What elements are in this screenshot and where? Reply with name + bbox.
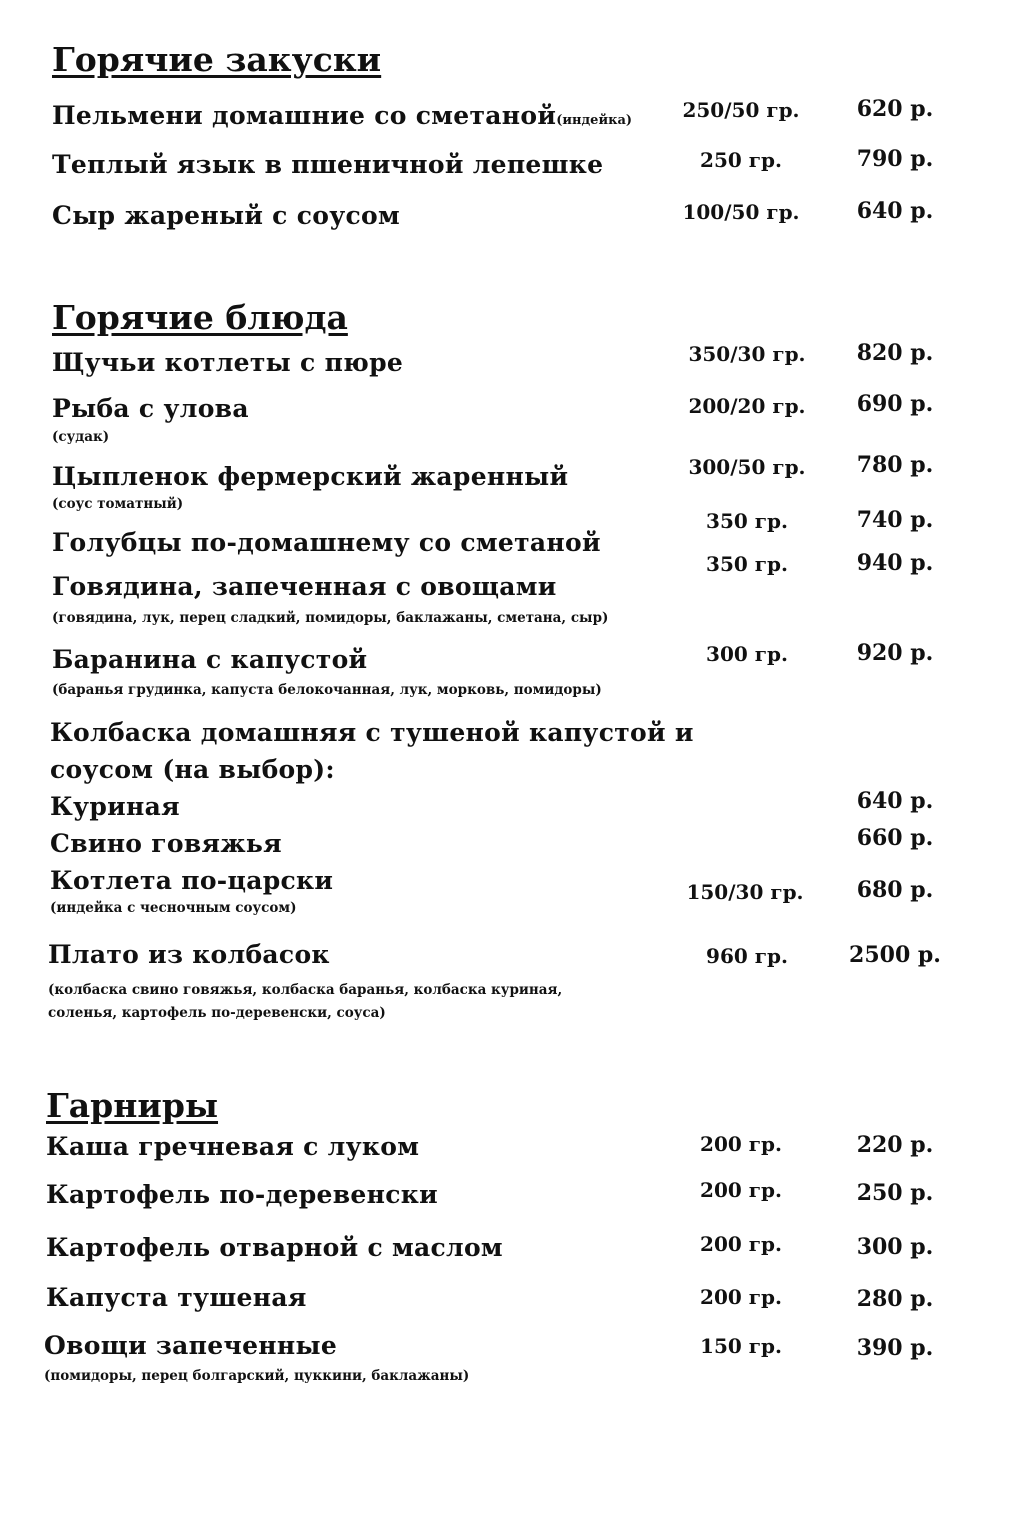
menu-item-weight: 250/50 гр. [682, 98, 800, 122]
menu-item-description: (помидоры, перец болгарский, цуккини, баклажаны) [44, 1368, 470, 1384]
menu-item-name: Цыпленок фермерский жаренный [52, 462, 569, 491]
menu-item-weight: 200 гр. [700, 1285, 782, 1309]
menu-item-name: Картофель по-деревенски [46, 1180, 438, 1209]
item-name-text: Пельмени домашние со сметаной [52, 101, 557, 130]
menu-item-name: Картофель отварной с маслом [46, 1233, 503, 1262]
menu-item-price: 820 р. [856, 340, 934, 366]
menu-item-name: Куриная [50, 792, 180, 821]
menu-item-price: 940 р. [856, 550, 934, 576]
menu-item-weight: 150/30 гр. [686, 880, 804, 904]
menu-item-name: Котлета по-царски [50, 866, 334, 895]
menu-item-price: 640 р. [856, 788, 934, 814]
menu-item-price: 690 р. [856, 391, 934, 417]
menu-item-price: 390 р. [856, 1335, 934, 1361]
item-note: (индейка) [556, 113, 633, 128]
menu-item-name: Капуста тушеная [46, 1283, 307, 1312]
menu-item-description-continued: соленья, картофель по-деревенски, соуса) [48, 1005, 386, 1021]
menu-item-price: 280 р. [856, 1286, 934, 1312]
menu-item-name-continued: соусом (на выбор): [50, 755, 335, 784]
menu-item-weight: 350 гр. [706, 509, 788, 533]
menu-item-name: Каша гречневая с луком [46, 1132, 420, 1161]
menu-item-weight: 250 гр. [700, 148, 782, 172]
menu-item-name: Овощи запеченные [44, 1331, 338, 1360]
menu-item-description: (соус томатный) [52, 496, 184, 512]
menu-item-price: 2500 р. [849, 942, 941, 968]
menu-item-name: Плато из колбасок [48, 940, 330, 969]
menu-item-name: Сыр жареный с соусом [52, 201, 401, 230]
menu-item-weight: 200/20 гр. [688, 394, 806, 418]
menu-item-name [52, 101, 632, 130]
menu-item-price: 680 р. [856, 877, 934, 903]
section-title-sides: Гарниры [46, 1086, 219, 1125]
menu-item-price: 920 р. [856, 640, 934, 666]
menu-item-description: (баранья грудинка, капуста белокочанная, лук, морковь, помидоры) [52, 682, 602, 698]
menu-item-price: 740 р. [856, 507, 934, 533]
menu-item-name: Говядина, запеченная с овощами [52, 572, 557, 601]
menu-item-weight: 200 гр. [700, 1132, 782, 1156]
menu-item-name: Рыба с улова [52, 394, 249, 423]
menu-item-name: Голубцы по-домашнему со сметаной [52, 528, 601, 557]
menu-item-description: (говядина, лук, перец сладкий, помидоры, баклажаны, сметана, сыр) [52, 610, 609, 626]
menu-item-weight: 960 гр. [706, 944, 788, 968]
menu-item-weight: 150 гр. [700, 1334, 782, 1358]
menu-item-name: Теплый язык в пшеничной лепешке [52, 150, 604, 179]
menu-item-description: (судак) [52, 429, 110, 445]
menu-item-price: 640 р. [856, 198, 934, 224]
menu-item-weight: 200 гр. [700, 1178, 782, 1202]
menu-item-price: 220 р. [856, 1132, 934, 1158]
menu-item-weight: 350 гр. [706, 552, 788, 576]
menu-item-description: (индейка с чесночным соусом) [50, 900, 297, 916]
section-title-hot-dishes: Горячие блюда [52, 298, 348, 337]
menu-item-weight: 300/50 гр. [688, 455, 806, 479]
menu-item-description: (колбаска свино говяжья, колбаска баранья, колбаска куриная, [48, 982, 563, 998]
menu-item-price: 300 р. [856, 1234, 934, 1260]
section-title-hot-snacks: Горячие закуски [52, 40, 382, 79]
menu-item-weight: 300 гр. [706, 642, 788, 666]
menu-item-name: Колбаска домашняя с тушеной капустой и [50, 718, 694, 747]
menu-item-price: 620 р. [856, 96, 934, 122]
menu-item-price: 250 р. [856, 1180, 934, 1206]
menu-item-name: Баранина с капустой [52, 645, 368, 674]
menu-item-weight: 100/50 гр. [682, 200, 800, 224]
menu-item-weight: 350/30 гр. [688, 342, 806, 366]
menu-item-price: 790 р. [856, 146, 934, 172]
menu-item-name: Свино говяжья [50, 829, 282, 858]
menu-item-price: 660 р. [856, 825, 934, 851]
menu-item-weight: 200 гр. [700, 1232, 782, 1256]
menu-item-price: 780 р. [856, 452, 934, 478]
menu-item-name: Щучьи котлеты с пюре [52, 348, 404, 377]
